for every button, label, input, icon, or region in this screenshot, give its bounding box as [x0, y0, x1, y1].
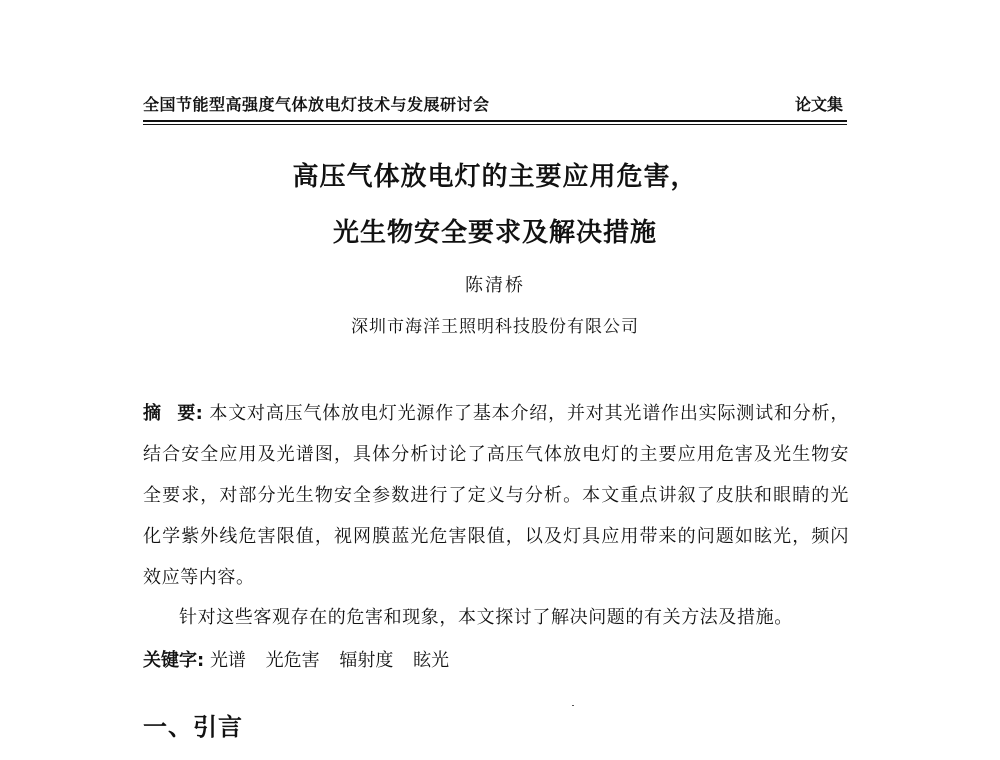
keyword-item: 光危害 — [265, 650, 320, 671]
keyword-item: 辐射度 — [339, 650, 394, 671]
keyword-item: 眩光 — [413, 650, 450, 671]
abstract — [143, 393, 849, 598]
conference-name: 全国节能型高强度气体放电灯技术与发展研讨会 — [143, 95, 490, 114]
abstract-label — [143, 403, 203, 424]
author-name: 陈清桥 — [465, 275, 525, 296]
abstract-label-char-1: 摘 — [143, 403, 162, 424]
keywords — [143, 643, 849, 679]
author-affiliation: 深圳市海洋王照明科技股份有限公司 — [351, 317, 639, 337]
paper-title-line-1: 高压气体放电灯的主要应用危害， — [292, 162, 698, 192]
keywords-label: 关键字: — [143, 650, 205, 671]
scan-speck — [572, 705, 574, 706]
keyword-item: 光谱 — [209, 650, 246, 671]
collection-label: 论文集 — [794, 95, 843, 114]
header-rule — [143, 120, 847, 122]
abstract-text: 本文对高压气体放电灯光源作了基本介绍，并对其光谱作出实际测试和分析，结合安全应用及光谱图，具体分析讨论了高压气体放电灯的主要应用危害及光生物安全要求，对部分光生物安全参数进行了定义与分析。本文重点讲叙了皮肤和眼睛的光化学紫外线危害限值，视网膜蓝光危害限值，以及灯具应用带来的问题如眩光，频闪效应等内容。 — [143, 403, 850, 588]
section-heading: 一、引言 — [143, 713, 243, 741]
abstract-label-char-2: 要 — [177, 403, 196, 424]
abstract-label-colon: : — [195, 403, 203, 424]
abstract-paragraph-2: 针对这些客观存在的危害和现象，本文探讨了解决问题的有关方法及措施。 — [179, 607, 793, 628]
paper-title-line-2: 光生物安全要求及解决措施 — [332, 218, 657, 248]
running-header — [143, 92, 847, 118]
header-rule-thin — [143, 124, 847, 125]
